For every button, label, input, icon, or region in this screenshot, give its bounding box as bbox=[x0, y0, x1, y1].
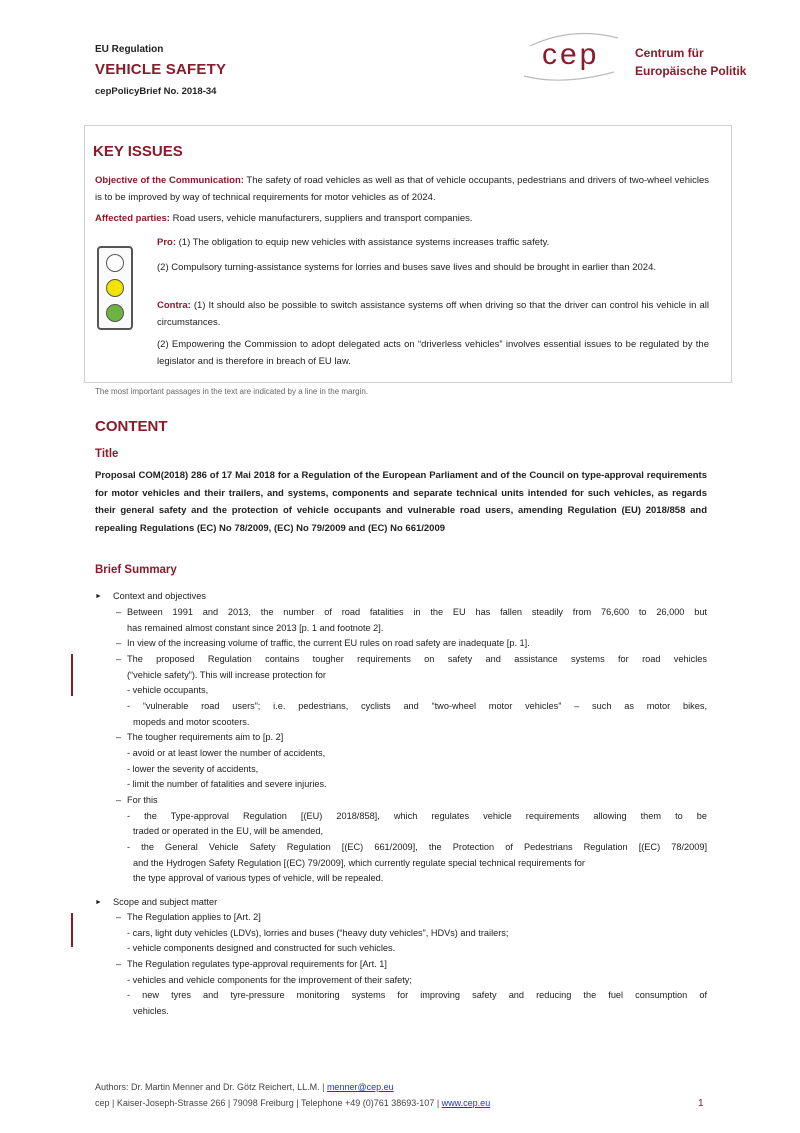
pro-1 bbox=[157, 234, 709, 251]
section-scope bbox=[95, 895, 218, 911]
pro-1-text: (1) The obligation to equip new vehicles with assistance systems increases traffic safety. bbox=[176, 237, 550, 248]
header-left bbox=[95, 44, 226, 97]
sub-item: - vehicle occupants, bbox=[127, 685, 209, 695]
line-text: Between 1991 and 2013, the number of road fatalities in the EU has fallen steadily from 76,600 to 26,000 but bbox=[127, 607, 707, 617]
sub-item-cont: traded or operated in the EU, will be amended, bbox=[133, 826, 323, 836]
list-item bbox=[116, 605, 707, 621]
content-heading: CONTENT bbox=[95, 418, 168, 435]
list-item-cont: (“vehicle safety”). This will increase protection for bbox=[127, 670, 326, 680]
contra-label: Contra: bbox=[157, 300, 191, 311]
dash-bullet-icon: – bbox=[116, 732, 122, 742]
address-text: cep | Kaiser-Joseph-Strasse 266 | 79098 Freiburg | Telephone +49 (0)761 38693-107 | bbox=[95, 1098, 442, 1108]
line-text: The Regulation applies to [Art. 2] bbox=[127, 912, 261, 922]
sub-item: - lower the severity of accidents, bbox=[127, 764, 259, 774]
title-text: Proposal COM(2018) 286 of 17 Mai 2018 for a Regulation of the European Parliament and of the Council on type-approval requirements for motor vehicles and their trailers, and systems, components and separate technical units intended for such vehicles, as regards their general safety and the protection of vehicle occupants and vulnerable road users, amending Regulation (EU) 2018/858 and repealing Regulations (EC) No 78/2009, (EC) No 79/2009 and (EC) No 661/2009 bbox=[95, 470, 707, 534]
key-issues-box bbox=[84, 125, 732, 383]
dash-bullet-icon: – bbox=[116, 607, 122, 617]
line-text: The proposed Regulation contains tougher requirements on safety and assistance systems for road vehicles bbox=[127, 654, 707, 664]
list-item-cont: has remained almost constant since 2013 [p. 1 and footnote 2]. bbox=[127, 623, 384, 633]
org-line-2: Europäische Politik bbox=[635, 64, 747, 78]
sub-item-cont: and the Hydrogen Safety Regulation [(EC) 79/2009], which currently regulate special technical requirements for bbox=[133, 858, 585, 868]
organization-name bbox=[635, 44, 746, 80]
list-item bbox=[116, 636, 707, 652]
traffic-light-middle bbox=[106, 279, 124, 297]
sub-item-cont: mopeds and motor scooters. bbox=[133, 717, 250, 727]
affected-text: Road users, vehicle manufacturers, suppliers and transport companies. bbox=[169, 213, 473, 224]
brief-number: cepPolicyBrief No. 2018-34 bbox=[95, 86, 217, 97]
dash-bullet-icon: – bbox=[116, 959, 122, 969]
contra-2: (2) Empowering the Commission to adopt delegated acts on “driverless vehicles” involves essential issues to be regulated by the legislator and is therefore in breach of EU law. bbox=[157, 339, 709, 367]
sub-item: - limit the number of fatalities and severe injuries. bbox=[127, 779, 327, 789]
objective-text: The safety of road vehicles as well as that of vehicle occupants, pedestrians and drivers of two-wheel vehicles is to be improved by way of technical requirements for motor vehicles as of 2024. bbox=[95, 175, 709, 203]
footer-authors bbox=[95, 1082, 394, 1092]
line-text: Context and objectives bbox=[113, 591, 206, 601]
key-issues-heading: KEY ISSUES bbox=[93, 143, 183, 160]
contra-1 bbox=[157, 297, 709, 331]
org-line-1: Centrum für bbox=[635, 46, 704, 60]
line-text: For this bbox=[127, 795, 158, 805]
line-text: The tougher requirements aim to [p. 2] bbox=[127, 732, 284, 742]
pro-label: Pro: bbox=[157, 237, 176, 248]
contra-1-text: (1) It should also be possible to switch assistance systems off when driving so that the driver can control his vehicle in all circumstances. bbox=[157, 300, 709, 328]
sub-item: - avoid or at least lower the number of accidents, bbox=[127, 748, 326, 758]
margin-note: The most important passages in the text are indicated by a line in the margin. bbox=[95, 387, 369, 396]
list-item bbox=[116, 730, 707, 746]
line-text: The Regulation regulates type-approval requirements for [Art. 1] bbox=[127, 959, 387, 969]
email-link[interactable]: menner@cep.eu bbox=[326, 1082, 394, 1092]
sub-item-cont: vehicles. bbox=[133, 1006, 169, 1016]
triangle-bullet-icon: ► bbox=[95, 899, 102, 906]
affected-label: Affected parties: bbox=[95, 213, 170, 224]
margin-bar bbox=[71, 913, 73, 947]
list-item bbox=[116, 910, 707, 926]
section-context bbox=[95, 589, 206, 605]
sub-item: - “vulnerable road users”; i.e. pedestrians, cyclists and “two-wheel motor vehicles” – such as motor bikes, bbox=[127, 701, 707, 711]
dash-bullet-icon: – bbox=[116, 912, 122, 922]
summary-heading: Brief Summary bbox=[95, 564, 177, 576]
margin-bar bbox=[71, 654, 73, 696]
traffic-light-top bbox=[106, 254, 124, 272]
dash-bullet-icon: – bbox=[116, 654, 122, 664]
list-item bbox=[116, 957, 707, 973]
document-title: VEHICLE SAFETY bbox=[95, 61, 227, 78]
sub-item: - vehicle components designed and constructed for such vehicles. bbox=[127, 943, 396, 953]
footer-address bbox=[95, 1098, 490, 1108]
logo-word: cep bbox=[542, 38, 600, 71]
line-text: Scope and subject matter bbox=[113, 897, 218, 907]
sub-item: - the Type-approval Regulation [(EU) 2018/858], which regulates vehicle requirements allowing them to be bbox=[127, 811, 707, 821]
sub-item-cont: the type approval of various types of vehicle, will be repealed. bbox=[133, 873, 384, 883]
title-heading: Title bbox=[95, 448, 119, 460]
list-item bbox=[116, 793, 707, 809]
regulation-label: EU Regulation bbox=[95, 44, 164, 55]
objective-paragraph bbox=[95, 172, 709, 206]
dash-bullet-icon: – bbox=[116, 795, 122, 805]
traffic-light-icon bbox=[97, 246, 133, 330]
sub-item: - cars, light duty vehicles (LDVs), lorries and buses (“heavy duty vehicles”, HDVs) and trailers; bbox=[127, 928, 509, 938]
traffic-light-bottom bbox=[106, 304, 124, 322]
list-item bbox=[116, 652, 707, 668]
page-number: 1 bbox=[698, 1098, 704, 1109]
website-link[interactable]: www.cep.eu bbox=[441, 1098, 491, 1108]
dash-bullet-icon: – bbox=[116, 638, 122, 648]
sub-item: - new tyres and tyre-pressure monitoring systems for improving safety and reducing the fuel consumption of bbox=[127, 990, 707, 1000]
pro-2: (2) Compulsory turning-assistance systems for lorries and buses save lives and should be brought in earlier than 2024. bbox=[157, 262, 657, 273]
objective-label: Objective of the Communication: bbox=[95, 175, 244, 186]
affected-paragraph bbox=[95, 210, 709, 227]
sub-item: - vehicles and vehicle components for the improvement of their safety; bbox=[127, 975, 412, 985]
triangle-bullet-icon: ► bbox=[95, 593, 102, 600]
sub-item: - the General Vehicle Safety Regulation [(EC) 661/2009], the Protection of Pedestrians Regulation [(EC) 78/2009] bbox=[127, 842, 707, 852]
cep-logo bbox=[522, 28, 622, 84]
authors-text: Authors: Dr. Martin Menner and Dr. Götz Reichert, LL.M. | bbox=[95, 1082, 327, 1092]
line-text: In view of the increasing volume of traffic, the current EU rules on road safety are inadequate [p. 1]. bbox=[127, 638, 530, 648]
